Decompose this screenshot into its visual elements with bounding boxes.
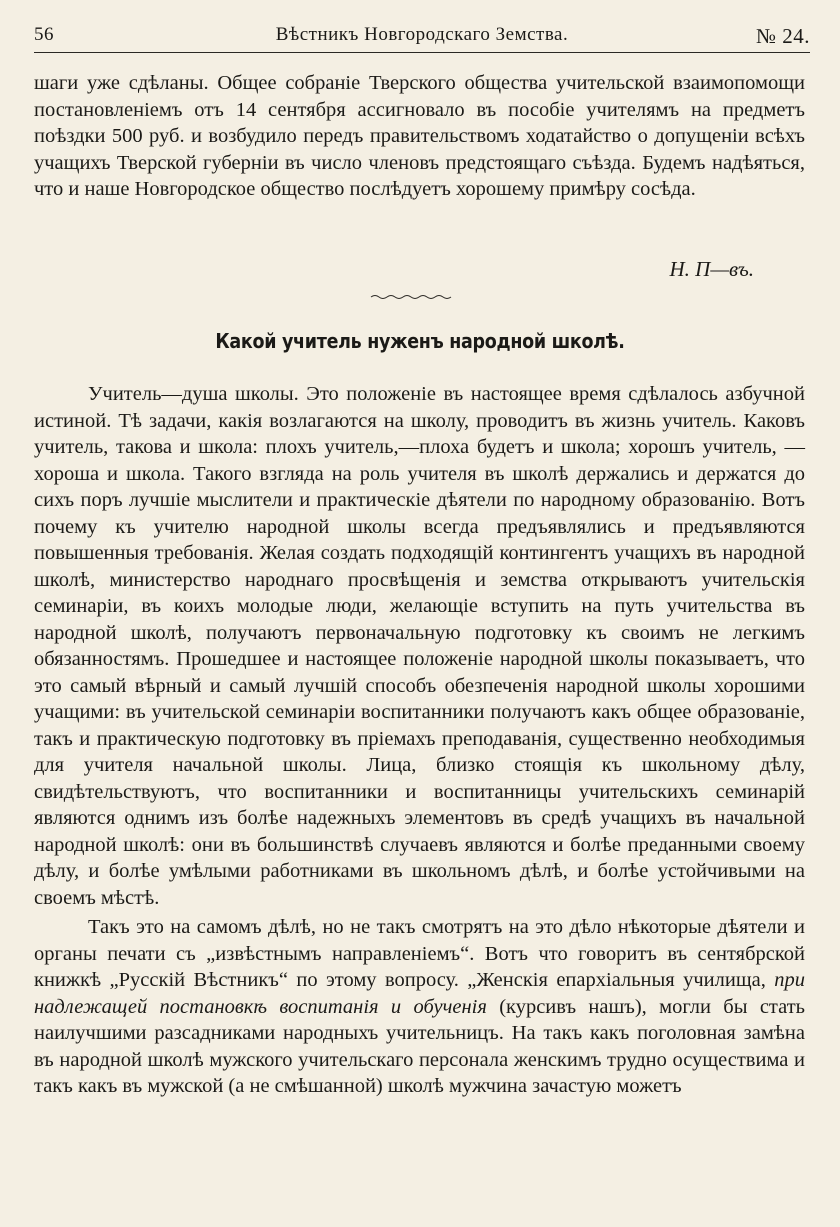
author-signature: Н. П—въ.	[669, 257, 754, 281]
issue-number: № 24.	[755, 24, 810, 48]
article-title: Какой учитель нуженъ народной школѣ.	[215, 330, 625, 354]
article-body	[34, 381, 805, 1100]
paragraph-2-text-end: (курсивъ нашъ), могли бы стать наилучшими разсадниками народныхъ учительницъ. На такъ какъ поголовная замѣна въ народной школѣ мужского учительскаго персонала женскимъ трудно осуществима и такъ какъ въ мужской (а не смѣшанной) школѣ мужчина зачастую можетъ	[34, 995, 805, 1097]
intro-section	[34, 70, 805, 203]
running-header	[34, 22, 810, 53]
paragraph-2-text-start: Такъ это на самомъ дѣлѣ, но не такъ смотрятъ на это дѣло нѣкоторые дѣятели и органы печати съ „извѣстнымъ направленіемъ“. Вотъ что говоритъ въ сентябрской книжкѣ „Русскій Вѣстникъ“ по этому вопросу. „Женскія епархіальныя училища,	[34, 916, 805, 991]
section-divider-ornament	[369, 293, 453, 301]
journal-title: Вѣстникъ Новгородскаго Земства.	[275, 24, 569, 45]
paragraph-2-italic-text: при надлежащей постановкѣ воспитанія и обученія	[34, 969, 805, 1018]
intro-paragraph: шаги уже сдѣланы. Общее собраніе Тверского общества учительской взаимопомощи постановленіемъ отъ 14 сентября ассигновало въ пособіе учителямъ на предметъ поѣздки 500 руб. и возбудило передъ правительствомъ ходатайство о допущеніи всѣхъ учащихъ Тверской губерніи въ число членовъ предстоящаго съѣзда. Будемъ надѣяться, что и наше Новгородское общество послѣдуетъ хорошему примѣру сосѣда.	[34, 72, 805, 200]
page-number: 56	[34, 24, 54, 45]
article-paragraph-1: Учитель—душа школы. Это положеніе въ настоящее время сдѣлалось азбучной истиной. Тѣ задачи, какія возлагаются на школу, проводитъ въ жизнь учитель. Каковъ учитель, такова и школа: плохъ учитель,—плоха будетъ и школа; хорошъ учитель, — хороша и школа. Такого взгляда на роль учителя въ школѣ держались и держатся до сихъ поръ лучшіе мыслители и практическіе дѣятели по народному образованію. Вотъ почему къ учителю народной школы всегда предъявлялись и предъявляются повышенныя требованія. Желая создать подходящій контингентъ учащихъ въ народной школѣ, министерство народнаго просвѣщенія и земства открываютъ учительскія семинаріи, въ коихъ молодые люди, желающіе вступить на путь учительства въ народной школѣ, получаютъ первоначальную подготовку къ своимъ не легкимъ обязанностямъ. Прошедшее и настоящее положеніе народной школы показываетъ, что это самый вѣрный и самый лучшій способъ обезпеченія народной школы хорошими учащими: въ учительской семинаріи воспитанники получаютъ какъ общее образованіе, такъ и практическую подготовку въ пріемахъ преподаванія, существенно необходимыя для учителя начальной школы. Лица, близко стоящія къ школьному дѣлу, свидѣтельствуютъ, что воспитанники и воспитанницы учительскихъ семинарій являются однимъ изъ болѣе надежныхъ элементовъ въ средѣ учащихъ въ начальной народной школѣ: они въ большинствѣ случаевъ являются и болѣе преданными своему дѣлу, и болѣе умѣлыми работниками въ школьномъ дѣлѣ, и болѣе устойчивыми на своемъ мѣстѣ.	[34, 383, 805, 909]
article-paragraph-2	[34, 914, 805, 1100]
